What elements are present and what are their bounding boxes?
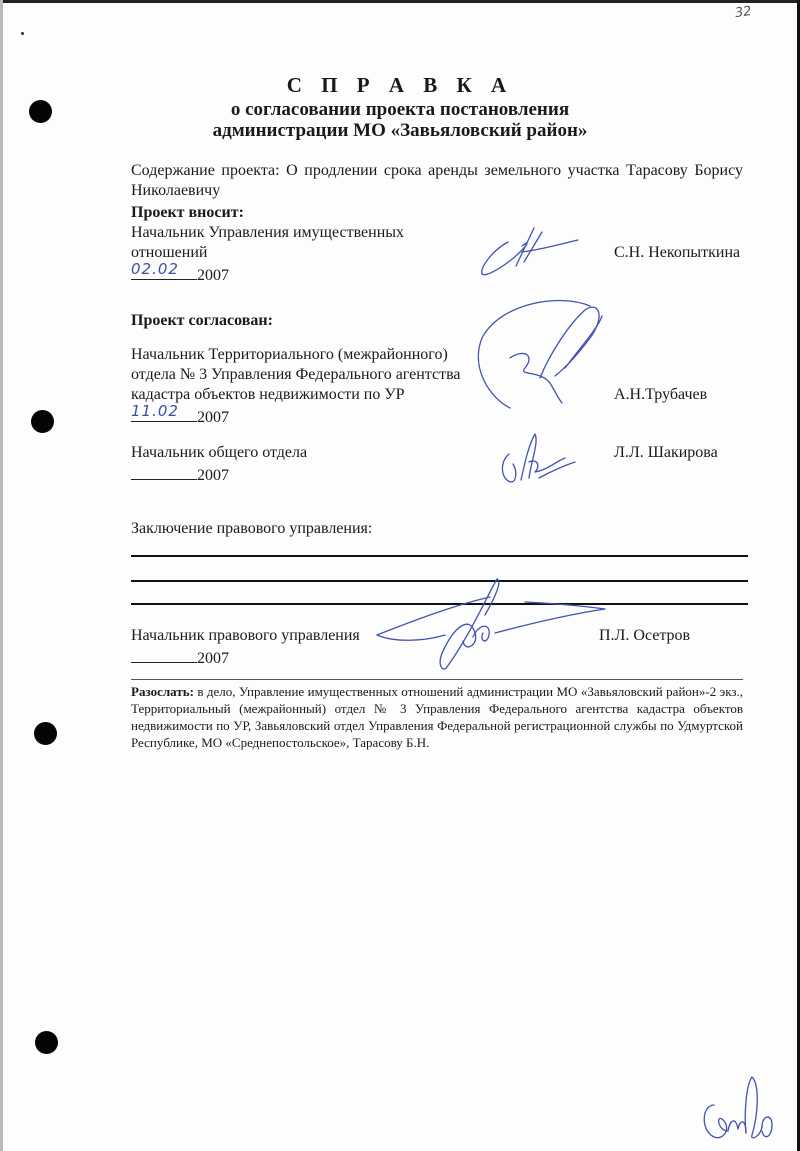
date-year: 2007 [197, 467, 229, 484]
legal-date [131, 646, 229, 669]
document-title: С П Р А В К А [286, 73, 514, 97]
date-year: 2007 [197, 409, 229, 426]
signer1-position-line1: Начальник Территориального (межрайонного) [131, 346, 448, 363]
punch-hole-icon [31, 410, 54, 433]
signature-trubachev-icon [470, 298, 620, 418]
handwritten-date: 11.02 [131, 402, 179, 420]
punch-hole-icon [34, 722, 57, 745]
conclusion-line-1 [131, 555, 748, 557]
distribution-label: Разослать: [131, 684, 194, 699]
punch-hole-icon [35, 1031, 58, 1054]
distribution-block [131, 683, 743, 751]
signature-nekopytkina-icon [478, 222, 588, 277]
signer2-date [131, 463, 229, 486]
handwritten-date: 02.02 [131, 260, 179, 278]
date-blank [131, 463, 197, 480]
submitter-heading: Проект вносит: [131, 204, 244, 221]
document-subtitle-line2: администрации МО «Завьяловский район» [212, 120, 588, 141]
legal-position: Начальник правового управления [131, 627, 360, 644]
scan-edge-top [0, 0, 800, 3]
scan-edge-left [0, 0, 3, 1151]
legal-heading: Заключение правового управления: [131, 520, 373, 537]
signer1-position-line3: кадастра объектов недвижимости по УР [131, 386, 405, 403]
page-number-mark: 32 [734, 3, 753, 22]
signature-shakirova-icon [495, 432, 585, 492]
date-year: 2007 [197, 267, 229, 284]
initials-mark-icon [700, 1075, 780, 1145]
date-year: 2007 [197, 650, 229, 667]
date-blank [131, 402, 197, 422]
signature-osetrov-icon [375, 575, 615, 675]
signer1-name: А.Н.Трубачев [614, 386, 708, 403]
approval-heading: Проект согласован: [131, 312, 273, 329]
signer1-date [131, 402, 229, 428]
document-subtitle-line1: о согласовании проекта постановления [230, 99, 570, 120]
date-blank [131, 260, 197, 280]
project-content-line1: Содержание проекта: О продлении срока аренды земельного участка Тарасову Борису [131, 162, 743, 179]
distribution-text: в дело, Управление имущественных отношений администрации МО «Завьяловский район»-2 экз., Территориальный (межрайонный) отдел № 3 Управления Федерального агентства кадастра объектов недвижимости по УР, Завьяловский отдел Управления Федеральной регистрационной службы по Удмуртской Республике, МО «Среднепостольское», Тарасову Б.Н. [131, 684, 743, 750]
signer2-name: Л.Л. Шакирова [614, 444, 718, 461]
scan-speck [21, 32, 24, 35]
date-blank [131, 646, 197, 663]
signer1-position-line2: отдела № 3 Управления Федерального агентства [131, 366, 461, 383]
signer2-position: Начальник общего отдела [131, 444, 308, 461]
submitter-date [131, 260, 229, 286]
project-content-line2: Николаевичу [131, 182, 221, 199]
distribution-divider [131, 679, 743, 680]
submitter-name: С.Н. Некопыткина [614, 244, 741, 261]
legal-name: П.Л. Осетров [599, 627, 691, 644]
submitter-position-line1: Начальник Управления имущественных [131, 224, 405, 241]
submitter-position-line2: отношений [131, 244, 208, 261]
